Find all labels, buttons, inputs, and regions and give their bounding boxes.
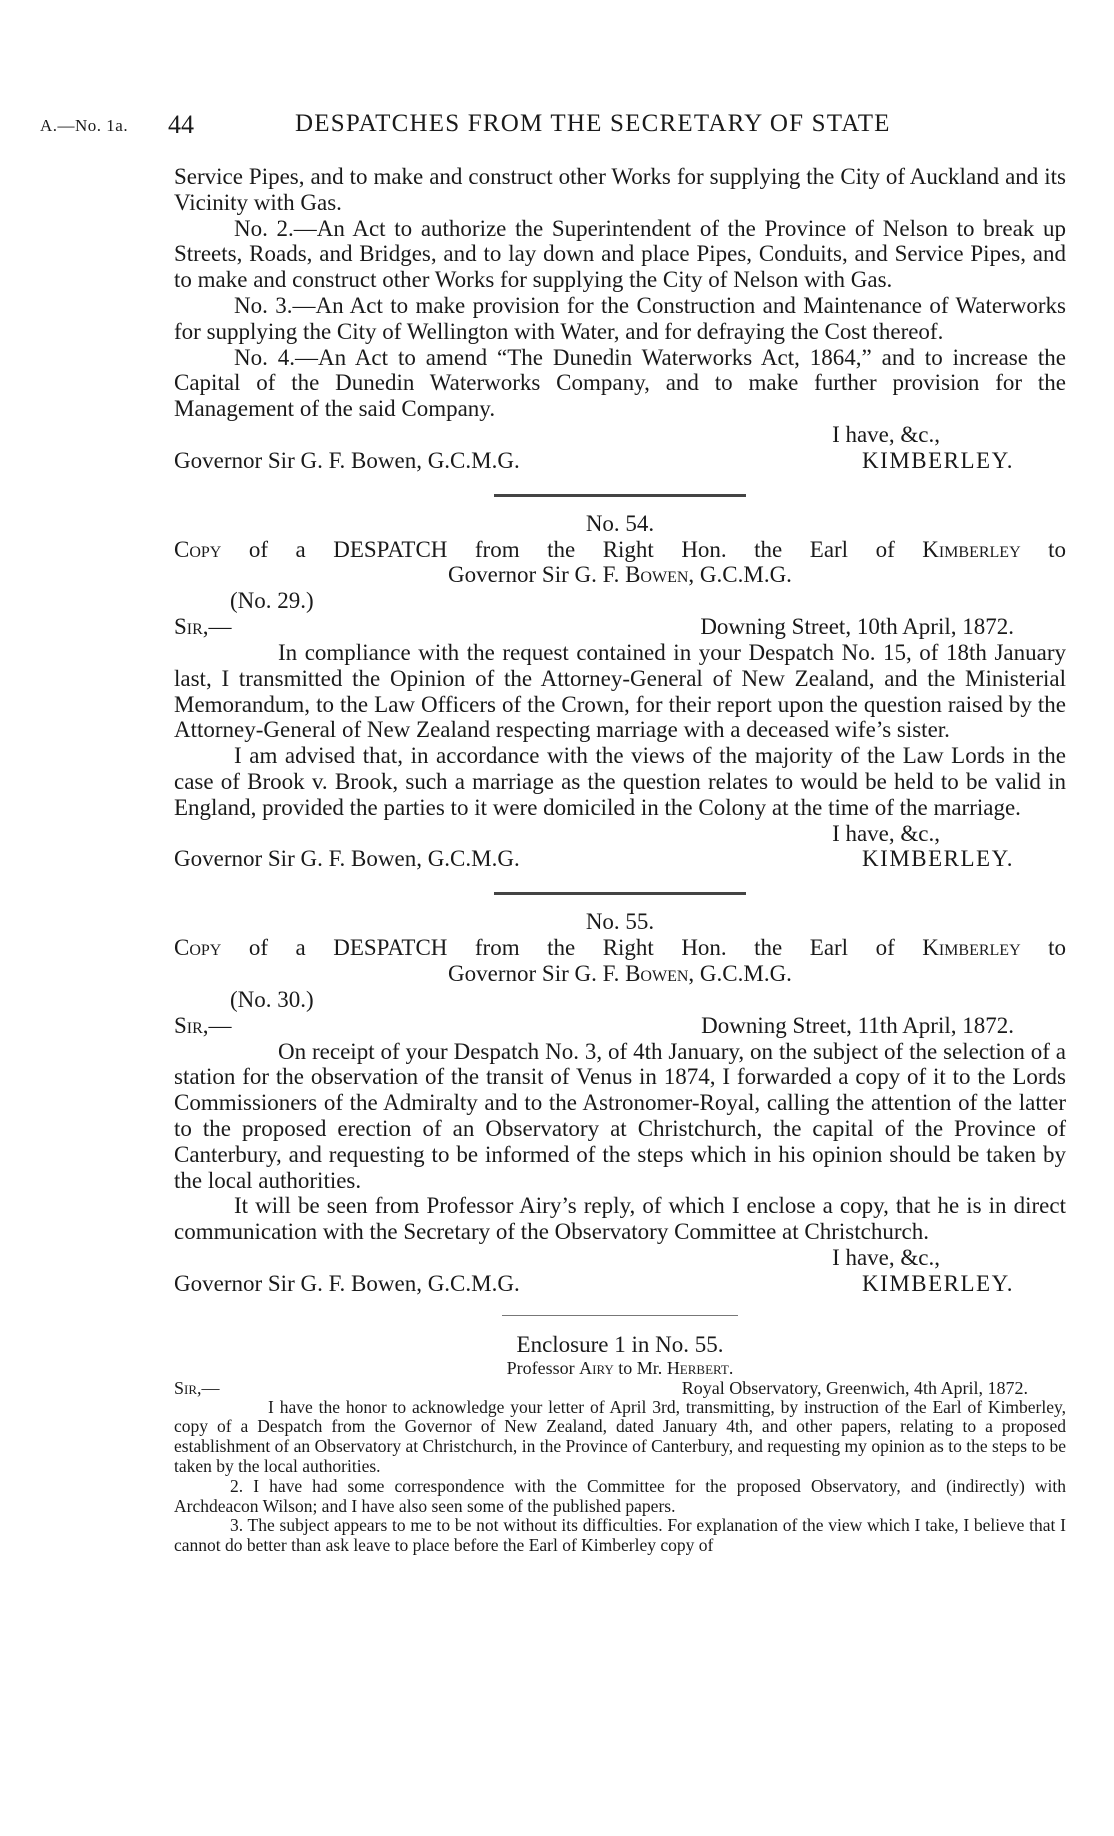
signature: KIMBERLEY. — [862, 846, 1014, 872]
signature-row — [174, 1271, 1066, 1297]
closing-formula: I have, &c., — [832, 421, 940, 447]
despatch-heading-line-2: Governor Sir G. F. Bowen, G.C.M.G. — [448, 960, 792, 986]
despatch-55 — [174, 909, 1066, 1296]
despatch-reference: (No. 30.) — [230, 986, 314, 1012]
signature-row — [174, 448, 1066, 474]
enclosure-date: Royal Observatory, Greenwich, 4th April, 1872. — [681, 1377, 1028, 1398]
enclosure-paragraph: 3. The subject appears to me to be not without its difficulties. For explanation of the view which I take, I believe that I cannot do better than ask leave to place before the Earl of Kimberley copy of — [174, 1515, 1066, 1556]
page-header — [40, 110, 1080, 146]
despatch-paragraph: It will be seen from Professor Airy’s reply, of which I enclose a copy, that he is in direct communication with the Secretary of the Observatory Committee at Christchurch. — [174, 1193, 1066, 1245]
despatch-paragraph: I am advised that, in accordance with the views of the majority of the Law Lords in the case of Brook v. Brook, such a marriage as the question relates to would be held to be valid in England, provided the parties to it were domiciled in the Colony at the time of the marriage. — [174, 743, 1066, 820]
act-item-4: No. 4.—An Act to amend “The Dunedin Waterworks Act, 1864,” and to increase the Capital of the Dunedin Waterworks Company, and to make further provision for the Management of the said Company. — [174, 344, 1066, 422]
despatch-54 — [174, 511, 1066, 873]
addressee: Governor Sir G. F. Bowen, G.C.M.G. — [174, 447, 520, 473]
closing-formula: I have, &c., — [832, 1244, 940, 1270]
despatch-number: No. 54. — [585, 510, 655, 536]
enclosure-paragraph: 2. I have had some correspondence with the Committee for the proposed Observatory, and (indirectly) with Archdeacon Wilson; and I have also seen some of the published papers. — [174, 1475, 1066, 1516]
despatch-paragraph: On receipt of your Despatch No. 3, of 4th January, on the subject of the selection of a station for the observation of the transit of Venus in 1874, I forwarded a copy of it to the Lords Commissioners of the Admiralty and to the Astronomer-Royal, calling the attention of the latter to the proposed erection of an Observatory at Christchurch, the capital of the Province of Canterbury, and requesting to be informed of the steps which in his opinion should be taken by the local authorities. — [174, 1038, 1066, 1193]
salutation: Sir,— — [174, 1377, 220, 1398]
enclosure-salutation-row — [174, 1378, 1066, 1398]
running-title: DESPATCHES FROM THE SECRETARY OF STATE — [295, 110, 891, 137]
continuation-paragraph: Service Pipes, and to make and construct other Works for supplying the City of Auckland and its Vicinity with Gas. — [174, 164, 1066, 215]
addressee: Governor Sir G. F. Bowen, G.C.M.G. — [174, 846, 520, 872]
signature: KIMBERLEY. — [862, 447, 1014, 473]
previous-despatch-continuation — [174, 164, 1066, 474]
enclosure-1 — [174, 1332, 1066, 1556]
despatch-number: No. 55. — [585, 909, 655, 935]
signature: KIMBERLEY. — [862, 1270, 1014, 1296]
despatch-date: Downing Street, 11th April, 1872. — [701, 1012, 1014, 1038]
despatch-paragraph: In compliance with the request contained in your Despatch No. 15, of 18th January last, I transmitted the Opinion of the Attorney-General of New Zealand, and the Ministerial Memorandum, to the Law Officers of the Crown, for their report upon the question raised by the Attorney-General of New Zealand respecting marriage with a deceased wife’s sister. — [174, 639, 1066, 743]
page-body — [174, 164, 1066, 1556]
page-number: 44 — [168, 110, 194, 139]
act-item-3: No. 3.—An Act to make provision for the Construction and Maintenance of Waterworks for supplying the City of Wellington with Water, and for defraying the Cost thereof. — [174, 292, 1066, 344]
despatch-reference: (No. 29.) — [230, 588, 314, 614]
despatch-heading-line-1: Copy of a DESPATCH from the Right Hon. the Earl of Kimberley to — [174, 935, 1067, 961]
despatch-date: Downing Street, 10th April, 1872. — [700, 613, 1014, 639]
despatch-heading-line-1: Copy of a DESPATCH from the Right Hon. the Earl of Kimberley to — [174, 536, 1067, 562]
addressee: Governor Sir G. F. Bowen, G.C.M.G. — [174, 1270, 520, 1296]
salutation-row — [174, 1013, 1066, 1039]
closing-formula: I have, &c., — [832, 820, 940, 846]
salutation-row — [174, 614, 1066, 640]
enclosure-title: Enclosure 1 in No. 55. — [516, 1331, 724, 1357]
salutation: Sir,— — [174, 613, 232, 639]
despatch-heading-line-2: Governor Sir G. F. Bowen, G.C.M.G. — [448, 562, 792, 588]
enclosure-from-to: Professor Airy to Mr. Herbert. — [506, 1357, 734, 1378]
act-item-2: No. 2.—An Act to authorize the Superintendent of the Province of Nelson to break up Streets, Roads, and Bridges, and to lay down and place Pipes, Conduits, and Service Pipes, and to make and construct other Works for supplying the City of Nelson with Gas. — [174, 215, 1066, 293]
series-label: A.—No. 1a. — [40, 116, 129, 135]
signature-row — [174, 846, 1066, 872]
salutation: Sir,— — [174, 1012, 232, 1038]
enclosure-paragraph: I have the honor to acknowledge your letter of April 3rd, transmitting, by instruction of the Earl of Kimberley, copy of a Despatch from the Governor of New Zealand, dated January 4th, and other papers, relating to a proposed establishment of an Observatory at Christchurch, in the Province of Canterbury, and requesting my opinion as to the steps to be taken by the local authorities. — [174, 1396, 1066, 1477]
